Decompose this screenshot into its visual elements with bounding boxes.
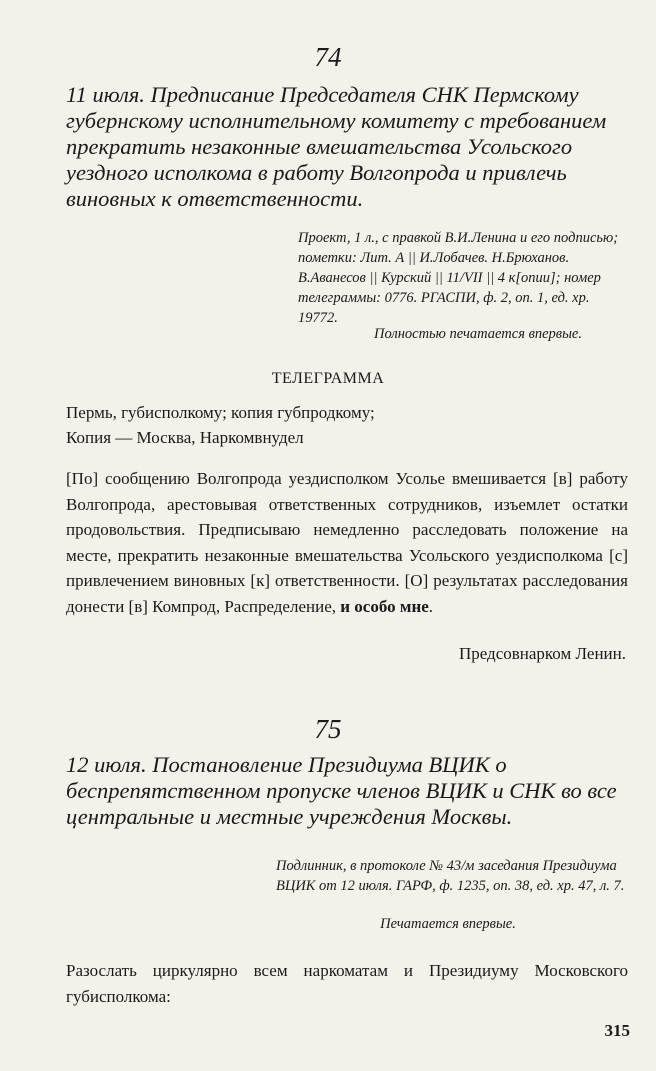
address-line-2: Копия — Москва, Наркомвнудел <box>66 428 304 447</box>
document-number-75: 75 <box>314 714 342 744</box>
archival-source-74: Проект, 1 л., с правкой В.И.Ленина и его подписью; пометки: Лит. А || И.Лобачев. Н.Брюханов. В.Аванесов || Курский || 11/VII || 4 к[опии]; номер телеграммы: 0776. РГАСПИ, ф. 2, оп. 1, ед. хр. 19772. <box>298 230 619 326</box>
address-line-1: Пермь, губисполкому; копия губпродкому; <box>66 403 375 422</box>
document-heading-75: 12 июля. Постановление Президиума ВЦИК о беспрепятственном пропуске членов ВЦИК и СНК во все центральные и местные учреждения Москвы. <box>66 752 617 829</box>
page-number: 315 <box>604 1021 630 1040</box>
archival-source-75: Подлинник, в протоколе № 43/м заседания Президиума ВЦИК от 12 июля. ГАРФ, ф. 1235, оп. 38, ед. хр. 47, л. 7. <box>276 858 625 894</box>
telegram-body <box>66 466 628 619</box>
publication-note-75: Печатается впервые. <box>380 916 516 932</box>
telegram-title: ТЕЛЕГРАММА <box>271 370 385 387</box>
publication-note-74: Полностью печатается впервые. <box>374 326 582 342</box>
telegram-address <box>66 400 626 450</box>
resolution-body-75: Разослать циркулярно всем наркоматам и Президиуму Московского губисполкома: <box>66 961 628 1006</box>
document-number-74: 74 <box>314 42 342 72</box>
telegram-body-end: . <box>428 596 434 616</box>
document-heading-74: 11 июля. Предписание Председателя СНК Пермскому губернскому исполнительному комитету с требованием прекратить незаконные вмешательства Усольского уездного исполкома в работу Волгопрода и привлечь виновных к ответственности. <box>66 82 607 211</box>
telegram-body-main: [По] сообщению Волгопрода уездисполком Усолье вмешивается [в] работу Волгопрода, арестовывая ответственных сотрудников, изъемлет остатки продовольствия. Предписываю немедленно расследовать положение на месте, прекратить незаконные вмешательства Усольского уездисполкома [с] привлечением виновных [к] ответственности. [О] результатах расследования донести [в] Компрод, Распределение, <box>66 469 628 616</box>
telegram-signature: Предсовнарком Ленин. <box>458 644 626 663</box>
telegram-body-emphasis: и особо мне <box>340 596 429 616</box>
